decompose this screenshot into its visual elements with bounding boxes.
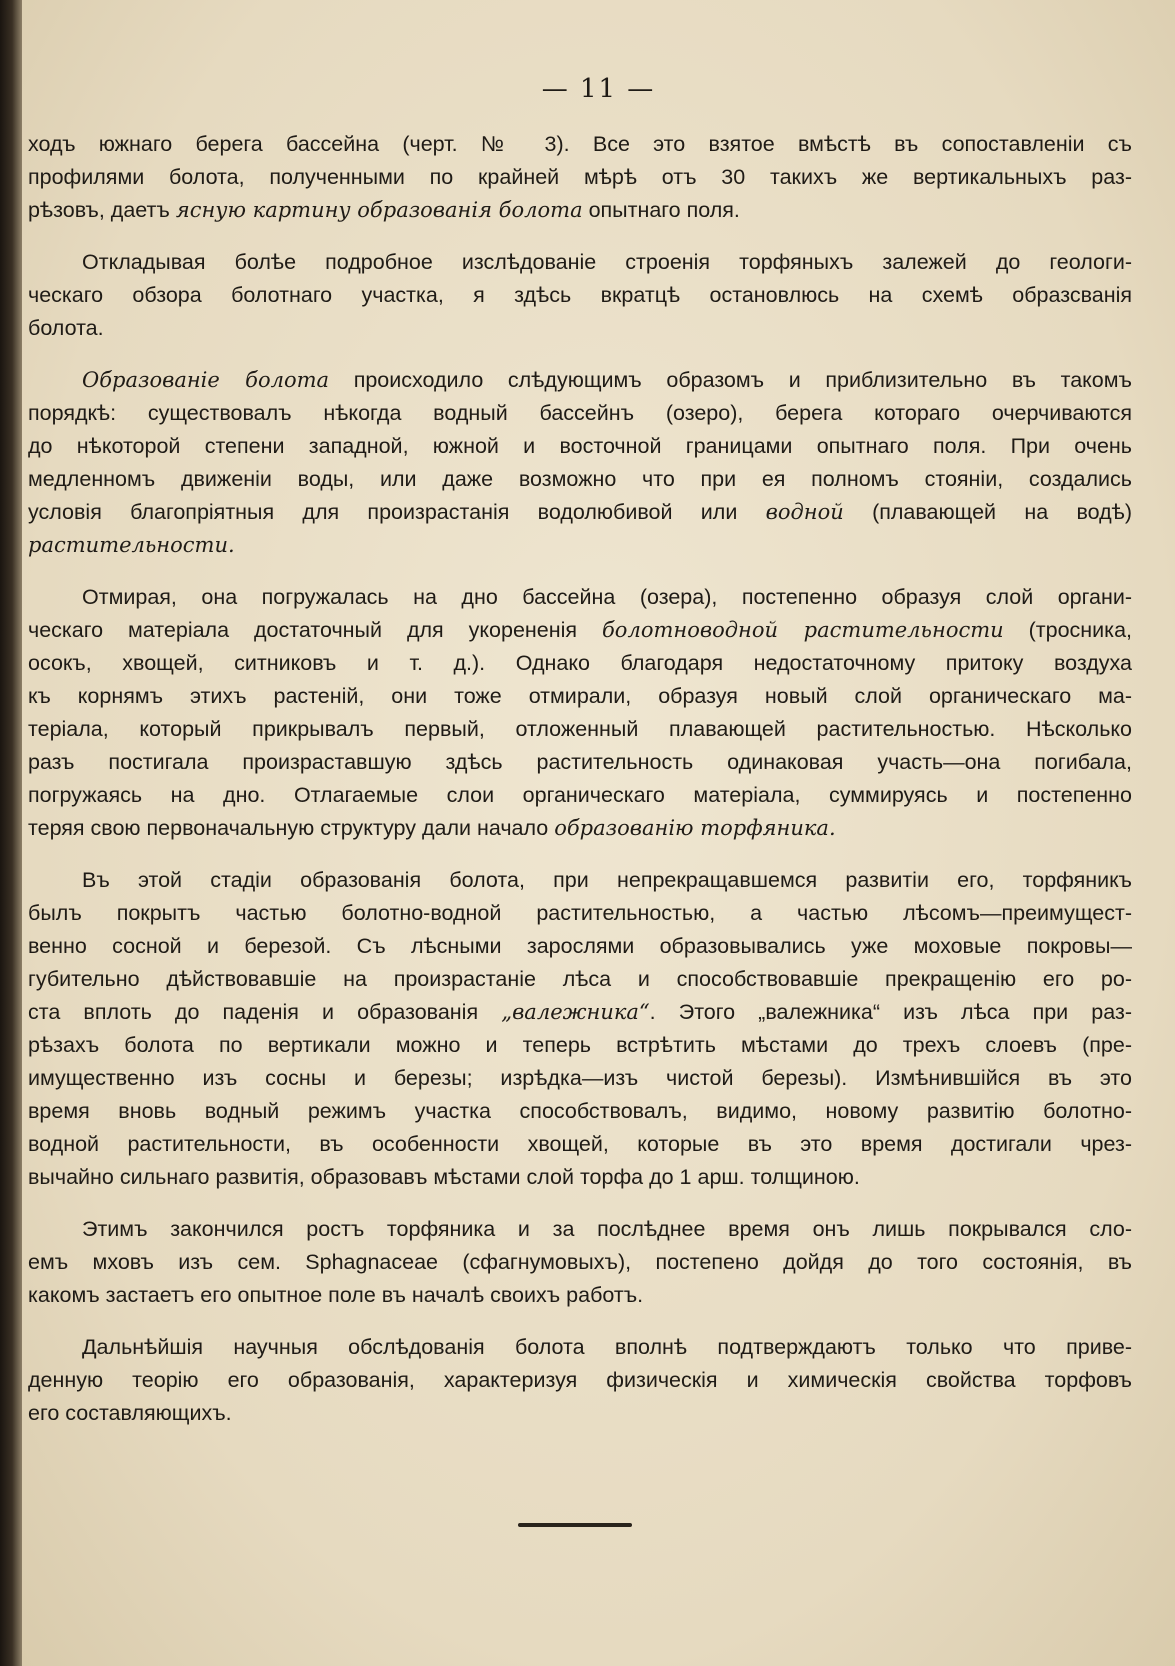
- text-line: [28, 529, 1132, 562]
- text-run: емъ мховъ изъ сем. Sphagnaceae (сфагнумовыхъ), постепено дойдя до того состоянія, въ: [28, 1250, 1132, 1274]
- text-line: [28, 463, 1132, 496]
- text-line: [28, 1062, 1132, 1095]
- text-line: [28, 279, 1132, 312]
- text-run: порядкѣ: существовалъ нѣкогда водный бассейнъ (озеро), берега котораго очерчиваются: [28, 401, 1132, 425]
- text-line: [28, 864, 1132, 897]
- text-run: до нѣкоторой степени западной, южной и восточной границами опытнаго поля. При очень: [28, 434, 1132, 458]
- text-line: [28, 614, 1132, 647]
- text-run: опытнаго поля.: [582, 198, 740, 222]
- text-run: Въ этой стадіи образованія болота, при непрекращавшемся развитіи его, торфяникъ: [82, 868, 1132, 892]
- paragraph: [28, 364, 1132, 562]
- text-run: происходило слѣдующимъ образомъ и приблизительно въ такомъ: [329, 368, 1132, 392]
- text-line: [28, 1246, 1132, 1279]
- text-line: [28, 897, 1132, 930]
- text-line: [28, 930, 1132, 963]
- italic-phrase: растительности.: [28, 533, 235, 557]
- text-line: [28, 1161, 1132, 1194]
- text-run: венно сосной и березой. Съ лѣсными зарослями образовывались уже моховые покровы—: [28, 934, 1132, 958]
- text-run: теряя свою первоначальную структуру дали начало: [28, 816, 555, 840]
- page-number: — 11 —: [541, 74, 656, 104]
- text-line: [28, 496, 1132, 529]
- paragraph: [28, 1213, 1132, 1312]
- paragraph: [28, 128, 1132, 227]
- text-run: губительно дѣйствовавшіе на произрастаніе лѣса и способствовавшіе прекращенію его ро-: [28, 967, 1132, 991]
- text-line: [28, 1095, 1132, 1128]
- paragraph: [28, 581, 1132, 845]
- text-run: время вновь водный режимъ участка способствовалъ, видимо, новому развитію болотно-: [28, 1099, 1132, 1123]
- text-run: медленномъ движеніи воды, или даже возможно что при ея полномъ стояніи, создались: [28, 467, 1132, 491]
- italic-phrase: образованію торфяника.: [554, 816, 836, 840]
- text-run: ческаго матеріала достаточный для укорененія: [28, 618, 602, 642]
- text-run: разъ постигала произраставшую здѣсь растительность одинаковая участь—она погибала,: [28, 750, 1132, 774]
- text-run: (плавающей на водѣ): [843, 500, 1132, 524]
- text-line: [28, 779, 1132, 812]
- text-line: [28, 996, 1132, 1029]
- book-page: [22, 0, 1175, 1666]
- text-run: денную теорію его образованія, характеризуя физическія и химическія свойства торфовъ: [28, 1368, 1132, 1392]
- text-run: его составляющихъ.: [28, 1401, 232, 1425]
- text-line: [28, 1213, 1132, 1246]
- text-run: къ корнямъ этихъ растеній, они тоже отмирали, образуя новый слой органическаго ма-: [28, 684, 1132, 708]
- text-run: имущественно изъ сосны и березы; изрѣдка—изъ чистой березы). Измѣнившійся въ это: [28, 1066, 1132, 1090]
- text-run: вычайно сильнаго развитія, образовавъ мѣстами слой торфа до 1 арш. толщиною.: [28, 1165, 860, 1189]
- italic-phrase: водной: [765, 500, 844, 524]
- text-run: Этимъ закончился ростъ торфяника и за послѣднее время онъ лишь покрывался сло-: [82, 1217, 1132, 1241]
- text-run: ста вплоть до паденія и образованія: [28, 1000, 502, 1024]
- text-run: (тросника,: [1003, 618, 1132, 642]
- text-line: [28, 397, 1132, 430]
- text-run: Дальнѣйшія научныя обслѣдованія болота вполнѣ подтверждаютъ только что приве-: [82, 1335, 1132, 1359]
- text-run: какомъ застаетъ его опытное поле въ началѣ своихъ работъ.: [28, 1283, 644, 1307]
- text-run: Откладывая болѣе подробное изслѣдованіе строенія торфяныхъ залежей до геологи-: [82, 250, 1132, 274]
- text-line: [28, 246, 1132, 279]
- text-run: профилями болота, полученными по крайней мѣрѣ отъ 30 такихъ же вертикальныхъ раз-: [28, 165, 1132, 189]
- text-line: [28, 364, 1132, 397]
- italic-phrase: ясную картину образованія болота: [175, 198, 583, 222]
- italic-phrase: болотноводной растительности: [601, 618, 1004, 642]
- text-run: ходъ южнаго берега бассейна (черт. № 3). Все это взятое вмѣстѣ въ сопоставленіи съ: [28, 132, 1132, 156]
- text-run: осокъ, хвощей, ситниковъ и т. д.). Однако благодаря недостаточному притоку воздуха: [28, 651, 1132, 675]
- text-run: рѣзахъ болота по вертикали можно и теперь встрѣтить мѣстами до трехъ слоевъ (пре-: [28, 1033, 1132, 1057]
- text-run: условія благопріятныя для произрастанія водолюбивой или: [28, 500, 766, 524]
- text-line: [28, 194, 1132, 227]
- text-line: [28, 812, 1132, 845]
- text-run: водной растительности, въ особенности хвощей, которые въ это время достигали чрез-: [28, 1132, 1132, 1156]
- italic-phrase: Образованіе болота: [82, 368, 330, 392]
- paragraph: [28, 864, 1132, 1194]
- text-line: [28, 430, 1132, 463]
- text-line: [28, 581, 1132, 614]
- text-run: теріала, который прикрывалъ первый, отложенный плавающей растительностью. Нѣсколько: [28, 717, 1132, 741]
- text-line: [28, 963, 1132, 996]
- paragraph: [28, 1331, 1132, 1430]
- text-line: [28, 161, 1132, 194]
- text-run: рѣзовъ, даетъ: [28, 198, 176, 222]
- text-run: ческаго обзора болотнаго участка, я здѣсь вкратцѣ остановлюсь на схемѣ образсванія: [28, 283, 1132, 307]
- text-run: . Этого „валежника“ изъ лѣса при раз-: [649, 1000, 1132, 1024]
- text-line: [28, 647, 1132, 680]
- book-binding-shadow: [0, 0, 22, 1666]
- text-run: былъ покрытъ частью болотно-водной растительностью, а частью лѣсомъ—преимущест-: [28, 901, 1132, 925]
- paragraph: [28, 246, 1132, 345]
- text-line: [28, 1331, 1132, 1364]
- text-line: [28, 1397, 1132, 1430]
- text-line: [28, 1364, 1132, 1397]
- text-line: [28, 680, 1132, 713]
- text-line: [28, 128, 1132, 161]
- text-line: [28, 1029, 1132, 1062]
- italic-phrase: „валежника“: [501, 1000, 650, 1024]
- text-run: болота.: [28, 316, 104, 340]
- text-line: [28, 312, 1132, 345]
- text-run: погружаясь на дно. Отлагаемые слои органическаго матеріала, суммируясь и постепенно: [28, 783, 1132, 807]
- text-line: [28, 1279, 1132, 1312]
- body-text: [28, 128, 1132, 1430]
- text-line: [28, 713, 1132, 746]
- text-run: Отмирая, она погружалась на дно бассейна (озера), постепенно образуя слой органи-: [82, 585, 1132, 609]
- end-rule: [518, 1523, 632, 1527]
- text-line: [28, 1128, 1132, 1161]
- text-line: [28, 746, 1132, 779]
